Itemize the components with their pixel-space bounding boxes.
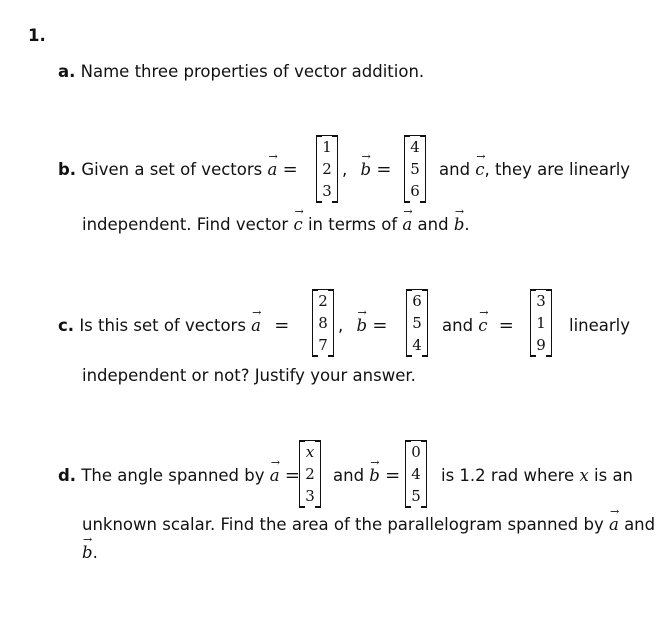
part-a-text: Name three properties of vector addition. xyxy=(80,62,425,81)
part-a-label: a. xyxy=(58,62,76,81)
part-c-comma-b: , → b = xyxy=(338,306,388,336)
vector-a-symbol: → a xyxy=(267,150,278,179)
part-c-and-c: and → c = xyxy=(442,306,514,336)
part-c-vector-b-matrix: 6 5 4 xyxy=(406,289,428,357)
problem-number: 1. xyxy=(28,26,46,45)
vector-c-symbol: → c xyxy=(475,150,486,179)
part-d-tail: is 1.2 rad where x is an xyxy=(441,466,634,485)
part-b-comma-b: , → b = xyxy=(342,150,392,180)
part-b-tail: and → c, they are linearly xyxy=(439,150,631,179)
part-c-linearly: linearly xyxy=(569,316,631,335)
vector-b-symbol: → b xyxy=(360,150,372,179)
part-d-line3: → b. xyxy=(82,533,98,562)
part-d-vector-a-matrix: x 2 3 xyxy=(299,440,321,508)
part-c-vector-a-matrix: 2 8 7 xyxy=(312,289,334,357)
part-c-line1: c. Is this set of vectors → a = xyxy=(58,306,290,336)
part-a xyxy=(58,62,424,82)
part-c-vector-c-matrix: 3 1 9 xyxy=(530,289,552,357)
part-d-label: d. xyxy=(58,466,77,485)
part-c-line2: independent or not? Justify your answer. xyxy=(82,366,416,385)
part-b-line1: b. Given a set of vectors → a = xyxy=(58,150,298,180)
part-c-label: c. xyxy=(58,316,75,335)
part-b-line2: independent. Find vector → c in terms of → a and → b. xyxy=(82,205,470,234)
part-d-line1: d. The angle spanned by → a = xyxy=(58,456,300,486)
part-d-line2: unknown scalar. Find the area of the parallelogram spanned by → a and xyxy=(82,505,656,534)
part-d-vector-b-matrix: 0 4 5 xyxy=(405,440,427,508)
part-d-and-b: and → b = xyxy=(333,456,401,486)
part-b-intro: Given a set of vectors xyxy=(81,160,263,179)
part-b-vector-b-matrix: 4 5 6 xyxy=(404,135,426,203)
part-b-vector-a-matrix: 1 2 3 xyxy=(316,135,338,203)
part-b-label: b. xyxy=(58,160,77,179)
